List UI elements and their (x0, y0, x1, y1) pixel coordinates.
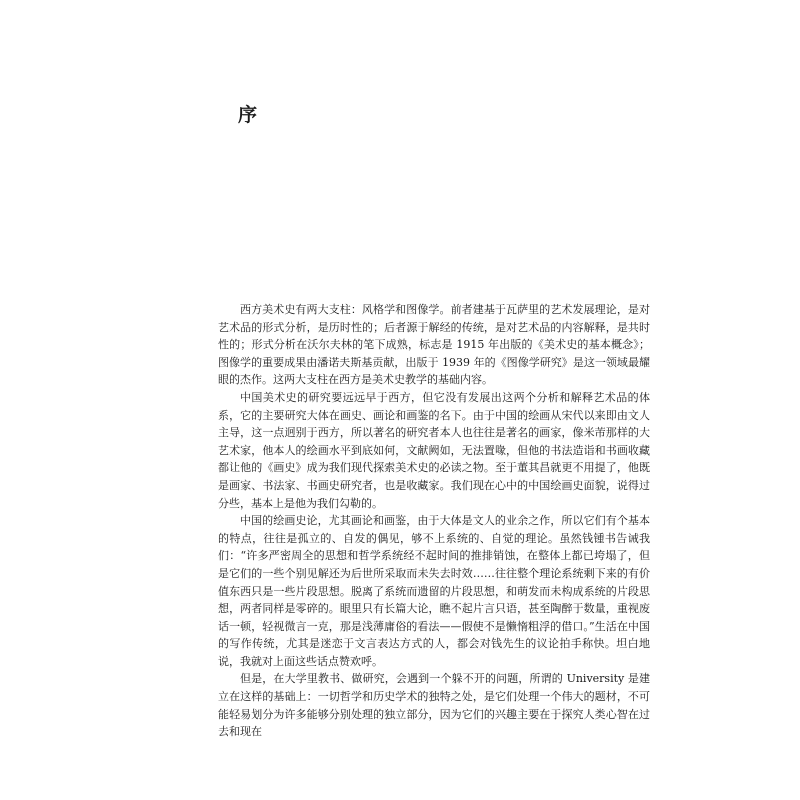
page-title: 序 (238, 104, 259, 126)
paragraph: 中国美术史的研究要远远早于西方，但它没有发展出这两个分析和解释艺术品的体系，它的主要研究大体在画史、画论和画鉴的名下。由于中国的绘画从宋代以来即由文人主导，这一点迥别于西方，所以著名的研究者本人也往往是著名的画家，像米芾那样的大艺术家，他本人的绘画水平到底如何，文献阙如，无法置喙，但他的书法造诣和书画收藏都让他的《画史》成为我们现代探索美术史的必读之物。至于董其昌就更不用提了，他既是画家、书法家、书画史研究者，也是收藏家。我们现在心中的中国绘画史面貌，说得过分些，基本上是他为我们勾勒的。 (218, 390, 650, 510)
paragraph: 西方美术史有两大支柱：风格学和图像学。前者建基于瓦萨里的艺术发展理论，是对艺术品的形式分析，是历时性的；后者源于解经的传统，是对艺术品的内容解释，是共时性的；形式分析在沃尔夫林的笔下成熟，标志是 1915 年出版的《美术史的基本概念》；图像学的重要成果由潘诺夫斯基贡献，出版于 1939 年的《图像学研究》是这一领域最耀眼的杰作。这两大支柱在西方是美术史教学的基础内容。 (218, 303, 650, 387)
paragraph: 但是，在大学里教书、做研究，会遇到一个躲不开的问题，所谓的 University 是建立在这样的基础上：一切哲学和历史学术的独特之处，是它们处理一个伟大的题材，不可能轻易划分为许多能够分别处理的独立部分，因为它们的兴趣主要在于探究人类心智在过去和现在 (218, 672, 650, 739)
paragraph: 中国的绘画史论，尤其画论和画鉴，由于大体是文人的业余之作，所以它们有个基本的特点，往往是孤立的、自发的偶见，够不上系统的、自觉的理论。虽然钱锺书告诫我们：“许多严密周全的思想和哲学系统经不起时间的推排销蚀，在整体上都已垮塌了，但是它们的一些个别见解还为后世所采取而未失去时效……往往整个理论系统剩下来的有价值东西只是一些片段思想。脱离了系统而遗留的片段思想，和萌发而未构成系统的片段思想，两者同样是零碎的。眼里只有长篇大论，瞧不起片言只语，甚至陶醉于数量，重视废话一顿，轻视微言一克，那是浅薄庸俗的看法——假使不是懒惰粗浮的借口。”生活在中国的写作传统，尤其是迷恋于文言表达方式的人，都会对钱先生的议论拍手称快。坦白地说，我就对上面这些话点赞欢呼。 (218, 514, 650, 668)
body-text (218, 301, 650, 741)
